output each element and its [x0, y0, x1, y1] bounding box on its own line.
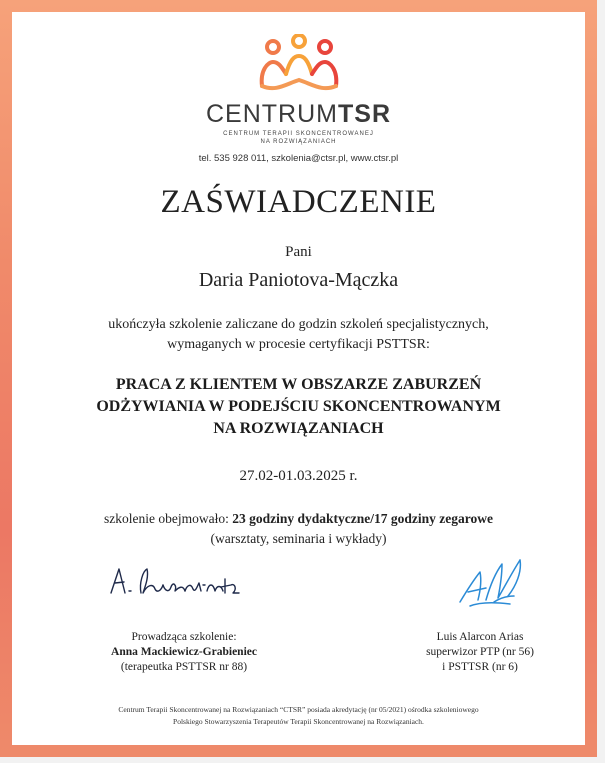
- hours-note: (warsztaty, seminaria i wykłady): [210, 531, 387, 546]
- signer-left-role: Prowadząca szkolenie:: [131, 631, 237, 643]
- description: [12, 315, 585, 355]
- signature-right: [450, 552, 540, 612]
- description-line2: wymaganych w procesie certyfikacji PSTTSR:: [167, 337, 430, 352]
- signature-left: [107, 563, 257, 603]
- logo: [12, 34, 585, 92]
- signer-right-credential2: i PSTTSR (nr 6): [442, 661, 518, 673]
- hours-bold: 23 godziny dydaktyczne/17 godziny zegarowe: [232, 511, 493, 526]
- brand-light: CENTRUM: [206, 100, 338, 128]
- signer-left-credential: (terapeutka PSTTSR nr 88): [120, 661, 248, 673]
- course-line1: PRACA Z KLIENTEM W OBSZARZE ZABURZEŃ: [115, 376, 482, 393]
- signer-right: [390, 630, 570, 675]
- people-logo-icon: [256, 34, 342, 92]
- course-line3: NA ROZWIĄZANIACH: [213, 420, 384, 437]
- description-line1: ukończyła szkolenie zaliczane do godzin szkoleń specjalistycznych,: [108, 317, 489, 332]
- course-title: [12, 374, 585, 440]
- accreditation-note: [42, 704, 555, 728]
- signer-right-name: Luis Alarcon Arias: [436, 631, 524, 643]
- hours-line: [12, 509, 585, 529]
- signer-left: [86, 630, 282, 675]
- course-hours: [12, 509, 585, 549]
- course-dates: 27.02-01.03.2025 r.: [239, 468, 358, 484]
- brand-bold: TSR: [338, 100, 391, 128]
- brand-name: [12, 100, 585, 129]
- salutation: Pani: [285, 244, 312, 260]
- brand-subtitle-line1: CENTRUM TERAPII SKONCENTROWANEJ: [223, 131, 374, 137]
- footnote-line2: Polskiego Stowarzyszenia Terapeutów Terapii Skoncentrowanej na Rozwiązaniach.: [173, 717, 424, 726]
- signer-left-name-text: Anna Mackiewicz-Grabieniec: [111, 646, 257, 658]
- footnote-line1: Centrum Terapii Skoncentrowanej na Rozwiązaniach “CTSR” posiada akredytację (nr 05/2021) ośrodka szkoleniowego: [118, 705, 479, 714]
- recipient-name: Daria Paniotova-Mączka: [198, 269, 399, 291]
- brand-subtitle: [12, 130, 585, 146]
- signer-right-credential1: superwizor PTP (nr 56): [426, 646, 534, 658]
- contact-info: tel. 535 928 011, szkolenia@ctsr.pl, www.ctsr.pl: [198, 153, 399, 164]
- certificate-body: [12, 12, 585, 745]
- brand-subtitle-line2: NA ROZWIĄZANIACH: [260, 139, 337, 145]
- certificate-title: ZAŚWIADCZENIE: [160, 184, 437, 220]
- course-line2: ODŻYWIANIA W PODEJŚCIU SKONCENTROWANYM: [96, 398, 501, 415]
- signer-left-name: [86, 645, 282, 660]
- hours-prefix: szkolenie obejmowało:: [104, 511, 233, 526]
